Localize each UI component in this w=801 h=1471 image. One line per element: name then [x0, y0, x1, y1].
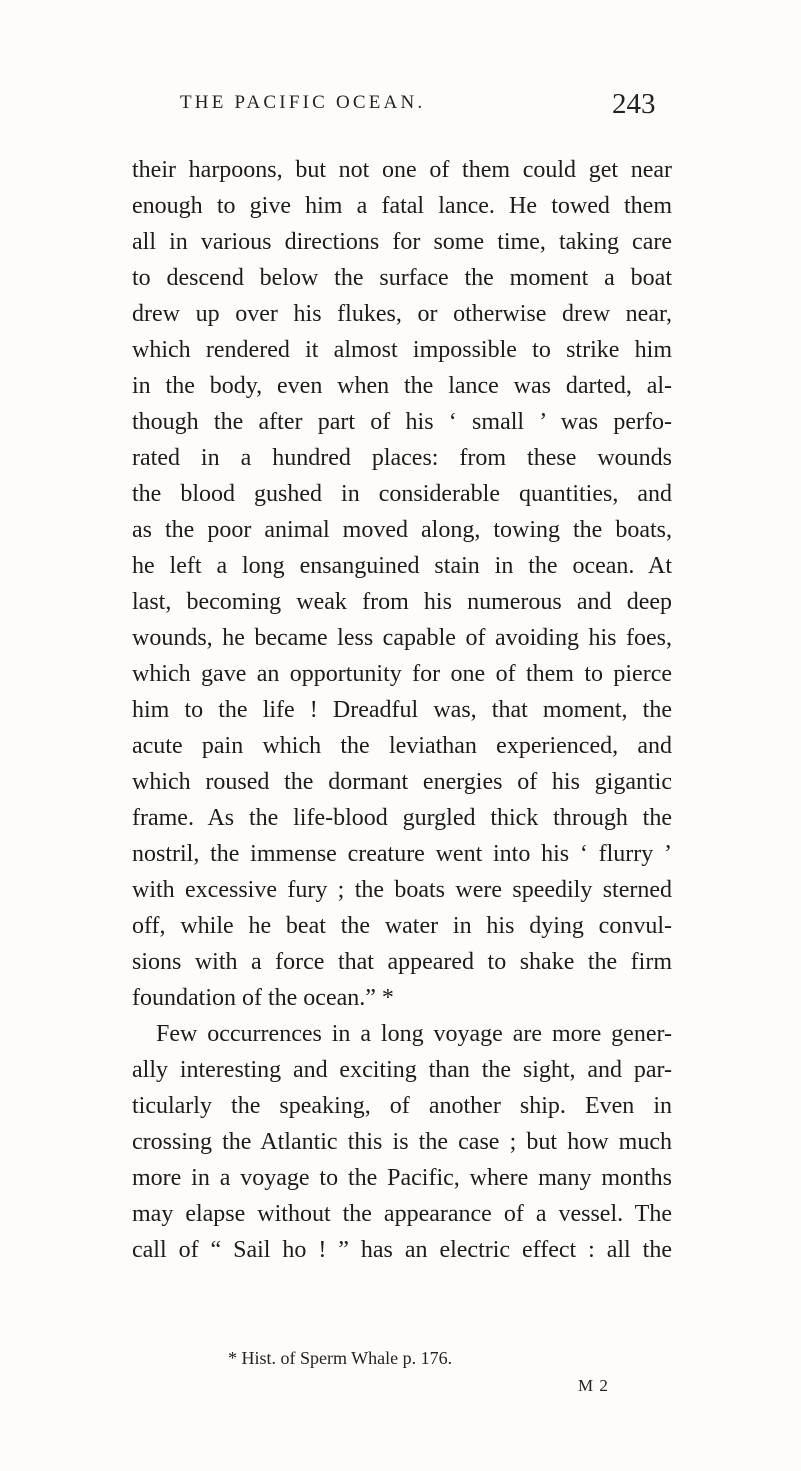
footnote: * Hist. of Sperm Whale p. 176.	[228, 1348, 453, 1368]
text-line: which roused the dormant energies of his gigantic	[132, 769, 672, 795]
running-title: THE PACIFIC OCEAN.	[180, 92, 426, 113]
body-text	[132, 152, 672, 1268]
text-line: nostril, the immense creature went into his ‘ flurry ’	[132, 841, 672, 867]
text-line: he left a long ensanguined stain in the ocean. At	[132, 553, 672, 579]
signature-mark: M 2	[578, 1376, 609, 1395]
running-head	[0, 80, 801, 120]
text-line: more in a voyage to the Pacific, where many months	[132, 1165, 672, 1191]
text-line: ally interesting and exciting than the sight, and par-	[132, 1057, 672, 1083]
text-line: wounds, he became less capable of avoiding his foes,	[132, 625, 672, 651]
text-line: last, becoming weak from his numerous and deep	[132, 589, 672, 615]
text-line: ticularly the speaking, of another ship. Even in	[132, 1093, 672, 1119]
paragraph-end-line: foundation of the ocean.” *	[132, 985, 394, 1011]
text-line: with excessive fury ; the boats were speedily sterned	[132, 877, 672, 903]
text-line: the blood gushed in considerable quantities, and	[132, 481, 672, 507]
text-line: rated in a hundred places: from these wounds	[132, 445, 672, 471]
text-line: drew up over his flukes, or otherwise drew near,	[132, 301, 672, 327]
text-line: acute pain which the leviathan experienced, and	[132, 733, 672, 759]
page-number: 243	[612, 88, 656, 120]
text-line: all in various directions for some time, taking care	[132, 229, 672, 255]
text-line: frame. As the life-blood gurgled thick through the	[132, 805, 672, 831]
text-line: call of “ Sail ho ! ” has an electric effect : all the	[132, 1237, 672, 1263]
text-line: their harpoons, but not one of them could get near	[132, 157, 672, 183]
text-line: enough to give him a fatal lance. He towed them	[132, 193, 672, 219]
paragraph-start-line: Few occurrences in a long voyage are more gener-	[156, 1021, 672, 1047]
text-line: crossing the Atlantic this is the case ; but how much	[132, 1129, 672, 1155]
text-line: may elapse without the appearance of a vessel. The	[132, 1201, 672, 1227]
text-line: in the body, even when the lance was darted, al-	[132, 373, 672, 399]
text-line: to descend below the surface the moment a boat	[132, 265, 672, 291]
text-line: as the poor animal moved along, towing the boats,	[132, 517, 672, 543]
text-line: off, while he beat the water in his dying convul-	[132, 913, 672, 939]
text-line: which gave an opportunity for one of them to pierce	[132, 661, 672, 687]
text-line: sions with a force that appeared to shake the firm	[132, 949, 672, 975]
text-line: him to the life ! Dreadful was, that moment, the	[132, 697, 672, 723]
text-line: which rendered it almost impossible to strike him	[132, 337, 672, 363]
text-line: though the after part of his ‘ small ’ was perfo-	[132, 409, 672, 435]
